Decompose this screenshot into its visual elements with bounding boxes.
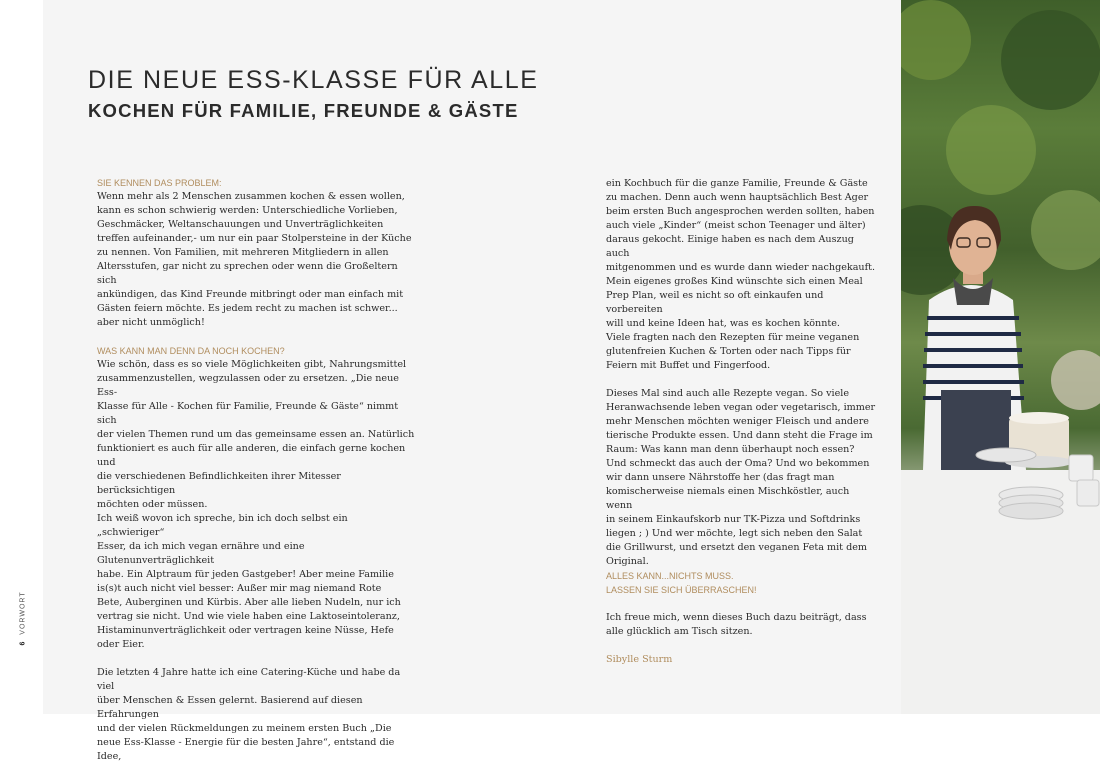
page-marker (11, 591, 39, 654)
page-number: 6 (19, 640, 27, 646)
paragraph: Wie schön, dass es so viele Möglichkeiten gibt, Nahrungsmittel zusammenzustellen, wegzulassen oder zu ersetzen. „Die neue Ess- Klasse für Alle - Kochen für Familie, Freunde & Gäste“ nimmt sich der vielen Themen rund um das gemeinsame essen an. Natürlich funktioniert es auch für alle anderen, die einfach gerne kochen und die verschiedenen Befindlichkeiten ihrer Mitesser berücksichtigen möchten oder müssen. Ich weiß wovon ich spreche, bin ich doch selbst ein „schwieriger“ Esser, da ich mich vegan ernähre und eine Glutenunverträglichkeit habe. Ein Alptraum für jeden Gastgeber! Aber meine Familie is(s)t auch nicht viel besser: Außer mir mag niemand Rote Bete, Auberginen und Kürbis. Aber alle lieben Nudeln, nur ich vertrag sie nicht. Und wie viele haben eine Laktoseintoleranz, Histaminunverträglichkeit oder vertragen keine Nüsse, Hefe oder Eier. (97, 359, 415, 650)
paragraph: Wenn mehr als 2 Menschen zusammen kochen & essen wollen, kann es schon schwierig werden: Unterschiedliche Vorlieben, Geschmäcker, Weltanschauungen und Unverträglichkeiten treffen aufeinander,- um nur ein paar Stolpersteine in der Küche zu nennen. Von Familien, mit mehreren Mitgliedern in allen Altersstufen, gar nicht zu sprechen oder wenn die Großeltern sich ankündigen, das Kind Freunde mitbringt oder man einfach mit Gästen feiern möchte. Es jedem recht zu machen ist schwer... aber nicht unmöglich! (97, 191, 412, 328)
paragraph: ein Kochbuch für die ganze Familie, Freunde & Gäste zu machen. Denn auch wenn hauptsächlich Best Ager beim ersten Buch angesprochen werden sollten, haben auch viele „Kinder“ (meist schon Teenager und älter) daraus gekocht. Einige haben es nach dem Auszug auch mitgenommen und es wurde dann wieder nachgekauft. Mein eigenes großes Kind wünschte sich einen Meal Prep Plan, weil es nicht so oft einkaufen und vorbereiten will und keine Ideen hat, was es kochen könnte. Viele fragten nach den Rezepten für meine veganen glutenfreien Kuchen & Torten oder nach Tipps für Feiern mit Buffet und Fingerfood. (606, 178, 876, 371)
author-photo (901, 0, 1100, 714)
page-title: DIE NEUE ESS-KLASSE FÜR ALLE (88, 66, 539, 94)
text-column-left (97, 176, 417, 764)
paragraph: Dieses Mal sind auch alle Rezepte vegan. So viele Heranwachsende leben vegan oder vegetarisch, immer mehr Menschen möchten weniger Fleisch und andere tierische Produkte essen. Und dann steht die Frage im Raum: Was kann man denn überhaupt noch essen? Und schmeckt das auch der Oma? Und wo bekommen wir dann unsere Nährstoffe her (das fragt man komischerweise niemals einen Mischköstler, auch wenn in seinem Einkaufskorb nur TK-Pizza und Softdrinks liegen ; ) Und wer möchte, legt sich neben den Salat die Grillwurst, und ersetzt den veganen Feta mit dem Original. (606, 388, 876, 567)
section-label: VORWORT (19, 591, 27, 635)
section-heading: LASSEN SIE SICH ÜBERRASCHEN! (606, 585, 757, 595)
section-heading: SIE KENNEN DAS PROBLEM: (97, 178, 222, 188)
paragraph: Die letzten 4 Jahre hatte ich eine Catering-Küche und habe da viel über Menschen & Essen gelernt. Basierend auf diesen Erfahrungen und der vielen Rückmeldungen zu meinem ersten Buch „Die neue Ess-Klasse - Energie für die besten Jahre“, entstand die Idee, (97, 667, 401, 762)
signature: Sibylle Sturm (606, 654, 673, 665)
section-heading: ALLES KANN...NICHTS MUSS. (606, 571, 734, 581)
text-column-right (606, 177, 876, 667)
page-subtitle: KOCHEN FÜR FAMILIE, FREUNDE & GÄSTE (88, 100, 519, 121)
paragraph: Ich freue mich, wenn dieses Buch dazu beiträgt, dass alle glücklich am Tisch sitzen. (606, 612, 867, 637)
section-heading: WAS KANN MAN DENN DA NOCH KOCHEN? (97, 346, 285, 356)
author-photo-illustration (901, 0, 1100, 714)
